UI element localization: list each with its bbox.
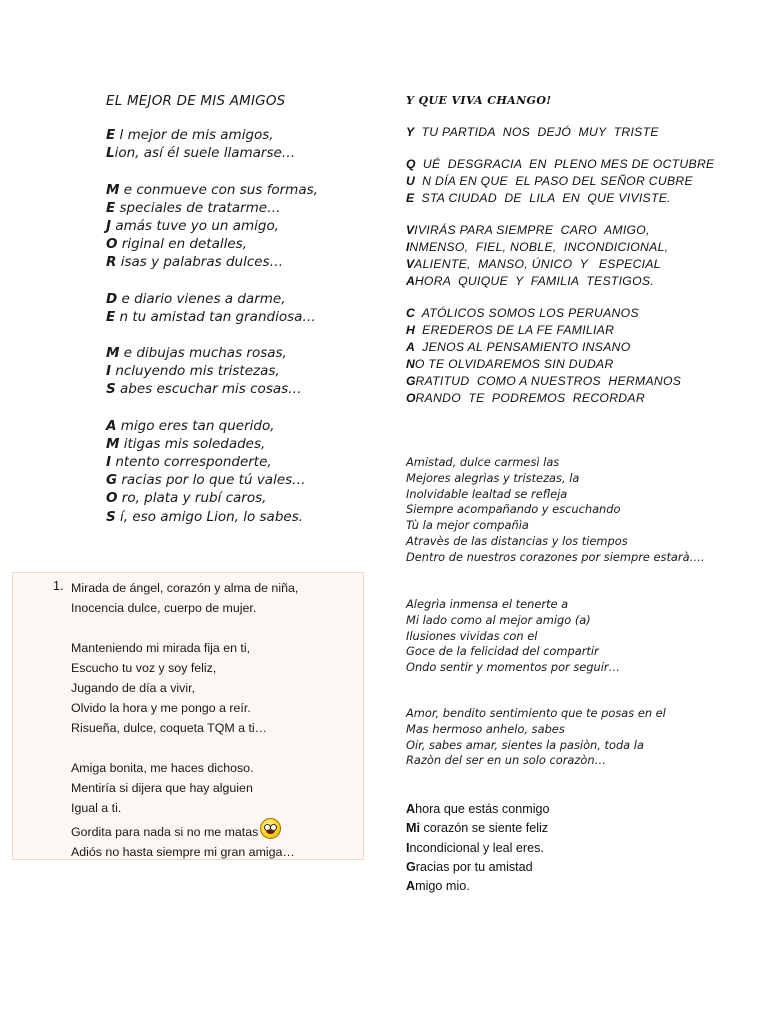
line-initial: I bbox=[406, 840, 410, 855]
line-text: Igual a ti. bbox=[71, 801, 122, 815]
acrostic-line bbox=[406, 373, 751, 390]
left-poem-title: EL MEJOR DE MIS AMIGOS bbox=[106, 93, 286, 109]
line-text: n tu amistad tan grandiosa… bbox=[115, 308, 316, 325]
poem-line bbox=[406, 819, 756, 838]
line-text: Amiga bonita, me haces dichoso. bbox=[71, 761, 254, 775]
line-text: riginal en detalles, bbox=[117, 236, 247, 253]
line-initial: N bbox=[406, 357, 415, 371]
poem-line: Siempre acompañando y escuchando bbox=[406, 502, 621, 517]
line-text: ntento corresponderte, bbox=[111, 454, 272, 471]
line-text: migo eres tan querido, bbox=[116, 417, 275, 434]
acrostic-line bbox=[406, 305, 751, 322]
line-text: Manteniendo mi mirada fija en ti, bbox=[71, 641, 251, 655]
line-initial: I bbox=[106, 454, 112, 471]
poem-line bbox=[71, 678, 356, 698]
line-text: O TE OLVIDAREMOS SIN DUDAR bbox=[414, 357, 614, 371]
poem-line bbox=[106, 126, 376, 144]
poem-line: Amistad, dulce carmesì las bbox=[406, 455, 560, 469]
line-initial: Mi bbox=[406, 821, 420, 836]
line-initial: E bbox=[406, 191, 415, 205]
line-initial: Y bbox=[406, 125, 415, 139]
poem-line bbox=[106, 253, 376, 271]
amigo-poem bbox=[406, 800, 756, 896]
acrostic-line bbox=[406, 322, 751, 339]
line-initial: M bbox=[106, 181, 120, 198]
poem-line bbox=[106, 290, 376, 308]
line-text: JENOS AL PENSAMIENTO INSANO bbox=[414, 340, 631, 354]
line-text: ncluyendo mis tristezas, bbox=[111, 363, 280, 380]
line-text: Inocencia dulce, cuerpo de mujer. bbox=[71, 601, 257, 615]
poem-line bbox=[106, 344, 376, 362]
poem-line bbox=[71, 798, 356, 818]
stanza bbox=[106, 126, 376, 162]
poem-line bbox=[106, 453, 376, 471]
stanza bbox=[71, 758, 356, 862]
line-initial: O bbox=[406, 391, 416, 405]
poem-line: Dentro de nuestros corazones por siempre estarà…. bbox=[406, 549, 705, 564]
poem-line bbox=[406, 858, 756, 877]
left-poem-stanzas bbox=[106, 126, 376, 526]
acrostic-line bbox=[406, 273, 751, 290]
line-initial: V bbox=[406, 257, 415, 271]
acrostic-title: Y QUE VIVA CHANGO! bbox=[406, 94, 552, 107]
line-initial: M bbox=[106, 345, 120, 362]
line-text: NMENSO, FIEL, NOBLE, INCONDICIONAL, bbox=[409, 240, 669, 254]
acrostic-line bbox=[406, 156, 751, 173]
poem-line bbox=[406, 800, 756, 819]
poem-line: Alegrìa inmensa el tenerte a bbox=[406, 597, 569, 611]
line-text: HORA QUIQUE Y FAMILIA TESTIGOS. bbox=[414, 274, 654, 288]
stanza bbox=[71, 578, 356, 618]
line-initial: R bbox=[106, 254, 117, 271]
line-text: itigas mis soledades, bbox=[119, 435, 266, 452]
line-text: EREDEROS DE LA FE FAMILIAR bbox=[414, 323, 615, 337]
boxed-poem bbox=[12, 572, 364, 860]
acrostic-line bbox=[406, 173, 751, 190]
poem-line: Mejores alegrìas y tristezas, la bbox=[406, 470, 580, 485]
amor-poem bbox=[406, 706, 756, 769]
line-text: RATITUD COMO A NUESTROS HERMANOS bbox=[415, 374, 682, 388]
poem-line bbox=[71, 778, 356, 798]
line-initial: I bbox=[106, 363, 112, 380]
line-text: ALIENTE, MANSO, ÚNICO Y ESPECIAL bbox=[414, 257, 661, 271]
poem-line: Inolvidable lealtad se refleja bbox=[406, 486, 568, 501]
line-text: e dibujas muchas rosas, bbox=[119, 345, 287, 362]
line-text: TU PARTIDA NOS DEJÓ MUY TRISTE bbox=[414, 125, 659, 139]
line-text: racias por lo que tú vales… bbox=[117, 472, 306, 489]
line-text: corazón se siente feliz bbox=[420, 821, 549, 836]
poem-line bbox=[106, 417, 376, 435]
stanza bbox=[406, 156, 751, 207]
poem-line: Atravès de las distancias y los tiempos bbox=[406, 533, 628, 548]
boxed-poem-body bbox=[71, 578, 356, 862]
poem-line bbox=[106, 181, 376, 199]
line-initial: U bbox=[406, 174, 415, 188]
line-text: e conmueve con sus formas, bbox=[119, 181, 318, 198]
stanza bbox=[106, 290, 376, 326]
line-text: Gordita para nada si no me matas bbox=[71, 825, 259, 839]
poem-line bbox=[106, 308, 376, 326]
line-initial: E bbox=[106, 199, 116, 216]
poem-line bbox=[406, 839, 756, 858]
poem-line bbox=[71, 658, 356, 678]
acrostic-line bbox=[406, 390, 751, 407]
line-text: UÉ DESGRACIA EN PLENO MES DE OCTUBRE bbox=[415, 157, 715, 171]
acrostic-line bbox=[406, 356, 751, 373]
line-text: racias por tu amistad bbox=[415, 859, 533, 874]
line-initial: S bbox=[106, 508, 116, 525]
line-initial: E bbox=[106, 127, 116, 144]
acrostic-line bbox=[406, 222, 751, 239]
stanza bbox=[106, 417, 376, 526]
poem-line: Ondo sentir y momentos por seguir… bbox=[406, 660, 620, 675]
line-text: Adiós no hasta siempre mi gran amiga… bbox=[71, 845, 295, 859]
line-initial: A bbox=[406, 340, 415, 354]
poem-line: Mi lado como al mejor amigo (a) bbox=[406, 612, 591, 627]
stanza bbox=[406, 222, 751, 290]
poem-line bbox=[106, 471, 376, 489]
line-text: STA CIUDAD DE LILA EN QUE VIVISTE. bbox=[414, 191, 671, 205]
line-initial: S bbox=[106, 381, 116, 398]
line-text: hora que estás conmigo bbox=[415, 802, 550, 816]
line-initial: A bbox=[406, 802, 416, 816]
line-text: speciales de tratarme… bbox=[115, 199, 281, 216]
line-text: ion, así él suele llamarse… bbox=[114, 145, 296, 162]
list-number: 1. bbox=[53, 579, 64, 593]
smiley-mouth bbox=[266, 830, 275, 834]
line-initial: V bbox=[406, 223, 415, 237]
laughing-smiley-icon bbox=[260, 818, 281, 839]
poem-line bbox=[71, 842, 356, 862]
line-initial: D bbox=[106, 290, 118, 307]
poem-line bbox=[106, 508, 376, 526]
line-text: RANDO TE PODREMOS RECORDAR bbox=[415, 391, 645, 405]
line-initial: O bbox=[106, 490, 118, 507]
stanza bbox=[71, 638, 356, 738]
poem-line: Ilusiones vividas con el bbox=[406, 628, 538, 643]
line-text: migo mio. bbox=[415, 879, 470, 894]
stanza bbox=[406, 305, 751, 407]
line-text: IVIRÁS PARA SIEMPRE CARO AMIGO, bbox=[414, 223, 650, 237]
stanza bbox=[106, 181, 376, 272]
poem-line: Razòn del ser en un solo corazòn… bbox=[406, 753, 606, 768]
line-text: isas y palabras dulces… bbox=[116, 254, 284, 271]
acrostic-stanzas bbox=[406, 124, 751, 407]
line-text: ro, plata y rubí caros, bbox=[117, 490, 267, 507]
poem-line bbox=[71, 758, 356, 778]
acrostic-line bbox=[406, 124, 751, 141]
line-text: Risueña, dulce, coqueta TQM a ti… bbox=[71, 721, 268, 735]
poem-line: Goce de la felicidad del compartir bbox=[406, 644, 599, 659]
poem-line bbox=[71, 818, 356, 842]
line-initial: A bbox=[406, 879, 416, 894]
line-text: Mentiría si dijera que hay alguien bbox=[71, 781, 253, 795]
line-text: í, eso amigo Lion, lo sabes. bbox=[115, 508, 304, 525]
poem-line: Tù la mejor compañìa bbox=[406, 518, 529, 533]
line-text: ATÓLICOS SOMOS LOS PERUANOS bbox=[414, 306, 639, 320]
poem-line bbox=[71, 718, 356, 738]
acrostic-line bbox=[406, 190, 751, 207]
acrostic-block bbox=[406, 94, 751, 422]
line-initial: I bbox=[406, 240, 410, 254]
poem-line bbox=[71, 638, 356, 658]
poem-line bbox=[106, 435, 376, 453]
poem-line bbox=[106, 217, 376, 235]
stanza bbox=[406, 124, 751, 141]
line-text: ncondicional y leal eres. bbox=[409, 840, 544, 855]
line-initial: G bbox=[106, 472, 118, 489]
line-initial: J bbox=[106, 218, 112, 235]
poem-line bbox=[106, 199, 376, 217]
line-text: Olvido la hora y me pongo a reír. bbox=[71, 701, 251, 715]
poem-line: Amor, bendito sentimiento que te posas en el bbox=[406, 706, 666, 720]
acrostic-line bbox=[406, 256, 751, 273]
line-initial: Q bbox=[406, 157, 416, 171]
poem-line: Oir, sabes amar, sientes la pasiòn, toda la bbox=[406, 737, 644, 752]
left-poem bbox=[106, 92, 376, 544]
line-initial: G bbox=[406, 859, 416, 874]
line-initial: L bbox=[106, 145, 115, 162]
line-initial: O bbox=[106, 236, 118, 253]
poem-line bbox=[106, 489, 376, 507]
line-text: N DÍA EN QUE EL PASO DEL SEÑOR CUBRE bbox=[414, 174, 693, 188]
line-initial: E bbox=[106, 308, 116, 325]
poem-line bbox=[106, 380, 376, 398]
line-initial: M bbox=[106, 435, 120, 452]
line-initial: A bbox=[106, 417, 117, 434]
poem-line bbox=[106, 144, 376, 162]
stanza bbox=[106, 344, 376, 399]
acrostic-line bbox=[406, 239, 751, 256]
line-text: amás tuve yo un amigo, bbox=[111, 218, 280, 235]
poem-line bbox=[71, 578, 356, 598]
line-initial: A bbox=[406, 274, 415, 288]
alegria-poem bbox=[406, 597, 756, 676]
line-text: l mejor de mis amigos, bbox=[115, 127, 274, 144]
amistad-poem bbox=[406, 455, 756, 566]
poem-line bbox=[106, 235, 376, 253]
line-initial: G bbox=[406, 374, 416, 388]
poem-line: Mas hermoso anhelo, sabes bbox=[406, 721, 565, 736]
line-text: Mirada de ángel, corazón y alma de niña, bbox=[71, 581, 299, 595]
line-text: Escucho tu voz y soy feliz, bbox=[71, 661, 217, 675]
poem-line bbox=[71, 598, 356, 618]
line-text: e diario vienes a darme, bbox=[117, 290, 286, 307]
line-initial: C bbox=[406, 306, 415, 320]
line-initial: H bbox=[406, 323, 415, 337]
line-text: Jugando de día a vivir, bbox=[71, 681, 195, 695]
poem-line bbox=[406, 877, 756, 896]
poem-line bbox=[106, 362, 376, 380]
acrostic-line bbox=[406, 339, 751, 356]
poem-line bbox=[71, 698, 356, 718]
line-text: abes escuchar mis cosas… bbox=[115, 381, 302, 398]
